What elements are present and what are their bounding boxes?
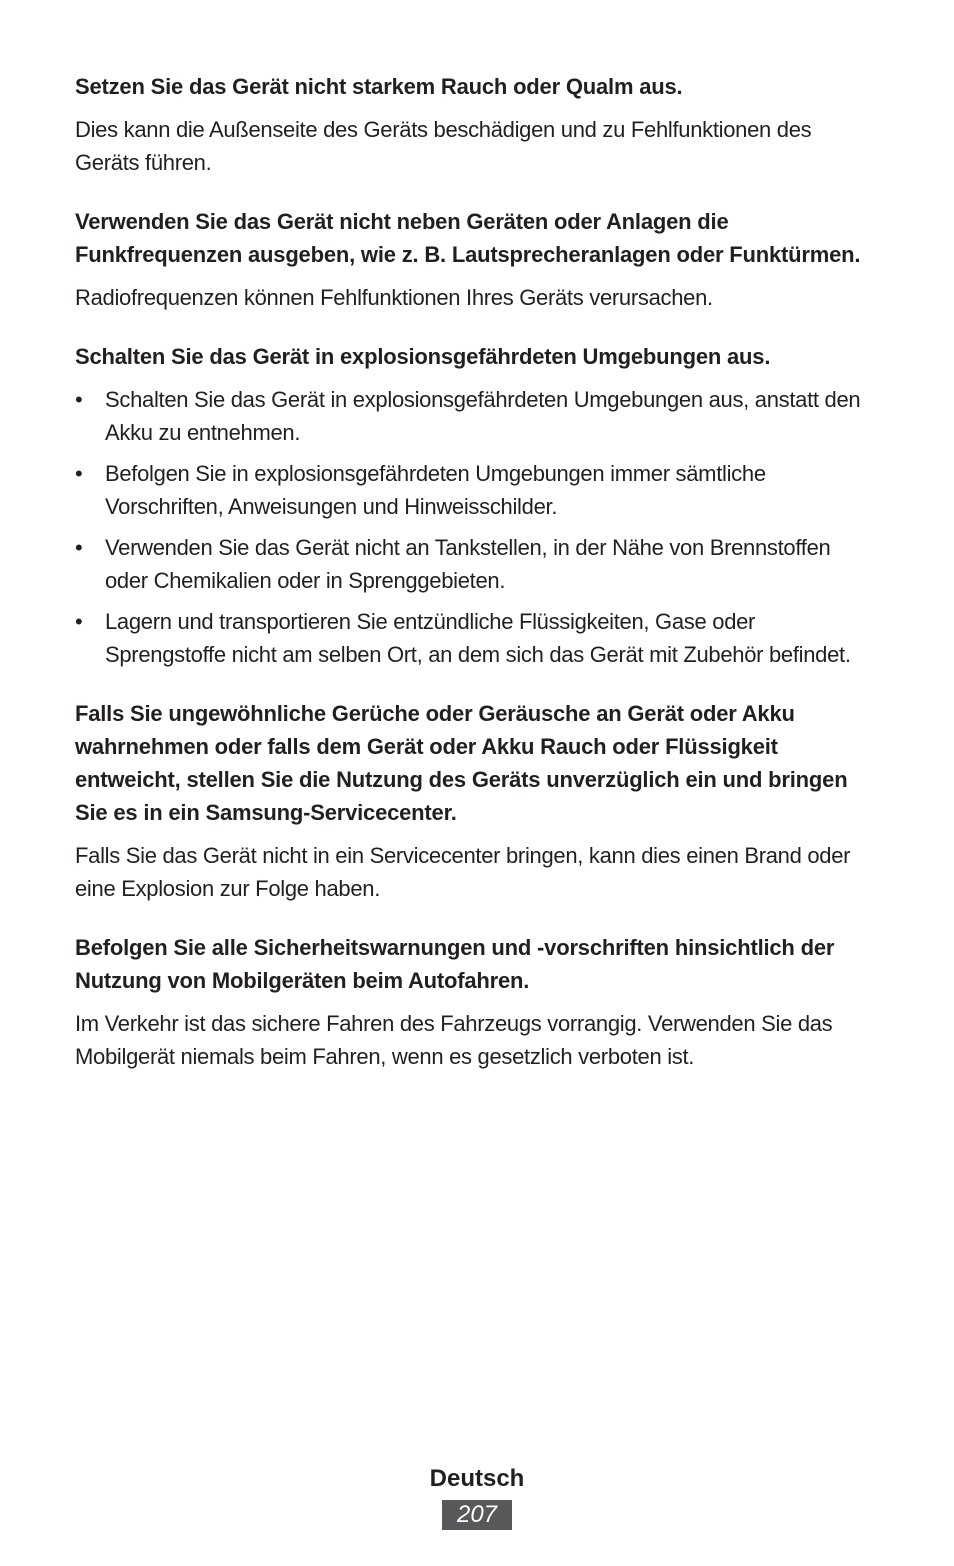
list-item-text: Verwenden Sie das Gerät nicht an Tankstellen, in der Nähe von Brennstoffen oder Chemikalien oder in Sprenggebieten. (105, 535, 831, 593)
bullet-icon: • (75, 609, 83, 634)
page-footer (0, 1462, 954, 1530)
section-body: Radiofrequenzen können Fehlfunktionen Ihres Geräts verursachen. (75, 285, 713, 310)
list-item (75, 605, 875, 671)
section-heading: Schalten Sie das Gerät in explosionsgefährdeten Umgebungen aus. (75, 344, 771, 369)
section-body: Dies kann die Außenseite des Geräts beschädigen und zu Fehlfunktionen des Geräts führen. (75, 117, 812, 175)
section-body: Falls Sie das Gerät nicht in ein Servicecenter bringen, kann dies einen Brand oder eine Explosion zur Folge haben. (75, 843, 851, 901)
bullet-icon: • (75, 461, 83, 486)
section-driving (75, 931, 875, 1073)
footer-language: Deutsch (429, 1465, 525, 1492)
section-body: Im Verkehr ist das sichere Fahren des Fahrzeugs vorrangig. Verwenden Sie das Mobilgerät niemals beim Fahren, wenn es gesetzlich verboten ist. (75, 1011, 833, 1069)
list-item-text: Schalten Sie das Gerät in explosionsgefährdeten Umgebungen aus, anstatt den Akku zu entnehmen. (105, 387, 861, 445)
section-heading: Verwenden Sie das Gerät nicht neben Geräten oder Anlagen die Funkfrequenzen ausgeben, wie z. B. Lautsprecheranlagen oder Funktürmen. (75, 209, 861, 267)
list-item (75, 531, 875, 597)
section-heading: Falls Sie ungewöhnliche Gerüche oder Geräusche an Gerät oder Akku wahrnehmen oder falls dem Gerät oder Akku Rauch oder Flüssigkeit entweicht, stellen Sie die Nutzung des Geräts unverzüglich ein und bringen Sie es in ein Samsung-Servicecenter. (75, 701, 848, 825)
list-item (75, 457, 875, 523)
section-smoke (75, 70, 875, 179)
list-item (75, 383, 875, 449)
section-heading: Setzen Sie das Gerät nicht starkem Rauch oder Qualm aus. (75, 74, 683, 99)
list-item-text: Befolgen Sie in explosionsgefährdeten Umgebungen immer sämtliche Vorschriften, Anweisungen und Hinweisschilder. (105, 461, 766, 519)
bullet-icon: • (75, 535, 83, 560)
list-item-text: Lagern und transportieren Sie entzündliche Flüssigkeiten, Gase oder Sprengstoffe nicht am selben Ort, an dem sich das Gerät mit Zubehör befindet. (105, 609, 851, 667)
section-radio-frequency (75, 205, 875, 314)
section-explosive-areas (75, 340, 875, 671)
section-unusual-smell (75, 697, 875, 905)
page-content (75, 70, 875, 1099)
bullet-list (75, 383, 875, 671)
bullet-icon: • (75, 387, 83, 412)
section-heading: Befolgen Sie alle Sicherheitswarnungen und -vorschriften hinsichtlich der Nutzung von Mobilgeräten beim Autofahren. (75, 935, 835, 993)
page-number-badge: 207 (442, 1500, 512, 1530)
